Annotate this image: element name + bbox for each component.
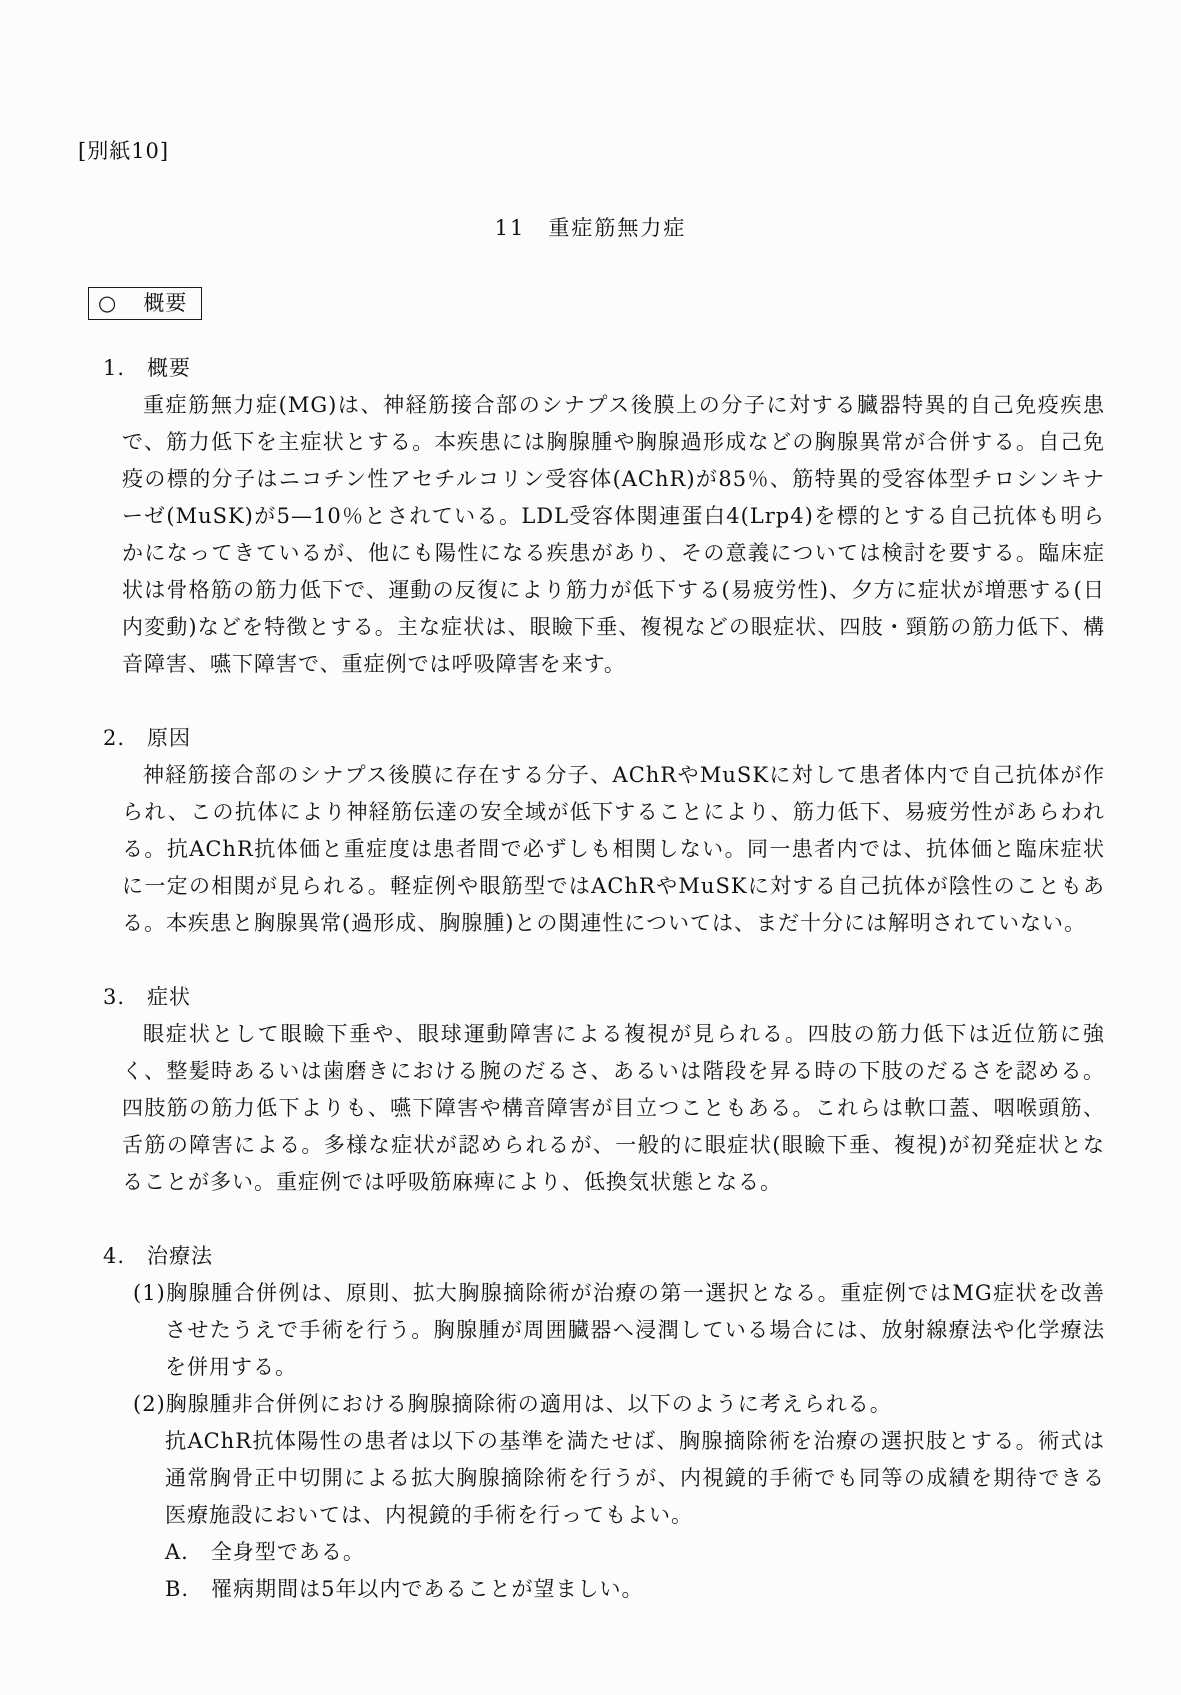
section-symptoms xyxy=(103,979,1105,1201)
section-overview xyxy=(103,350,1105,683)
treatment-item-1: (1)胸腺腫合併例は、原則、拡大胸腺摘除術が治療の第一選択となる。重症例ではMG症状を改善させたうえで手術を行う。胸腺腫が周囲臓器へ浸潤している場合には、放射線療法や化学療法を併用する。 xyxy=(133,1281,1105,1379)
section-heading-treatment: 4. 治療法 xyxy=(103,1244,214,1268)
section-treatment xyxy=(103,1238,1105,1608)
section-paragraph-overview: 重症筋無力症(MG)は、神経筋接合部のシナプス後膜上の分子に対する臓器特異的自己免疫疾患で、筋力低下を主症状とする。本疾患には胸腺腫や胸腺過形成などの胸腺異常が合併する。自己免疫の標的分子はニコチン性アセチルコリン受容体(AChR)が85％、筋特異的受容体型チロシンキナーゼ(MuSK)が5—10％とされている。LDL受容体関連蛋白4(Lrp4)を標的とする自己抗体も明らかになってきているが、他にも陽性になる疾患があり、その意義については検討を要する。臨床症状は骨格筋の筋力低下で、運動の反復により筋力が低下する(易疲労性)、夕方に症状が増悪する(日内変動)などを特徴とする。主な症状は、眼瞼下垂、複視などの眼症状、四肢・頸筋の筋力低下、構音障害、嚥下障害で、重症例では呼吸障害を来す。 xyxy=(122,393,1105,676)
criterion-a: A. 全身型である。 xyxy=(165,1540,365,1564)
section-heading-cause: 2. 原因 xyxy=(103,726,192,750)
overview-box-label: 概要 xyxy=(143,291,188,315)
circle-marker-icon: ○ xyxy=(98,291,118,315)
overview-box xyxy=(88,287,202,320)
section-heading-symptoms: 3. 症状 xyxy=(103,985,192,1009)
document-body xyxy=(103,350,1105,1608)
criterion-b: B. 罹病期間は5年以内であることが望ましい。 xyxy=(165,1577,644,1601)
treatment-item-2-detail: 抗AChR抗体陽性の患者は以下の基準を満たせば、胸腺摘除術を治療の選択肢とする。術式は通常胸骨正中切開による拡大胸腺摘除術を行うが、内視鏡的手術でも同等の成績を期待できる医療施設においては、内視鏡的手術を行ってもよい。 xyxy=(165,1429,1105,1527)
section-heading-overview: 1. 概要 xyxy=(103,356,192,380)
page-title: 11 重症筋無力症 xyxy=(494,216,687,240)
section-paragraph-cause: 神経筋接合部のシナプス後膜に存在する分子、AChRやMuSKに対して患者体内で自己抗体が作られ、この抗体により神経筋伝達の安全域が低下することにより、筋力低下、易疲労性があらわれる。抗AChR抗体価と重症度は患者間で必ずしも相関しない。同一患者内では、抗体価と臨床症状に一定の相関が見られる。軽症例や眼筋型ではAChRやMuSKに対する自己抗体が陰性のこともある。本疾患と胸腺異常(過形成、胸腺腫)との関連性については、まだ十分には解明されていない。 xyxy=(122,763,1105,935)
section-paragraph-symptoms: 眼症状として眼瞼下垂や、眼球運動障害による複視が見られる。四肢の筋力低下は近位筋に強く、整髪時あるいは歯磨きにおける腕のだるさ、あるいは階段を昇る時の下肢のだるさを認める。四肢筋の筋力低下よりも、嚥下障害や構音障害が目立つこともある。これらは軟口蓋、咽喉頭筋、舌筋の障害による。多様な症状が認められるが、一般的に眼症状(眼瞼下垂、複視)が初発症状となることが多い。重症例では呼吸筋麻痺により、低換気状態となる。 xyxy=(122,1022,1105,1194)
section-cause xyxy=(103,720,1105,942)
treatment-item-2: (2)胸腺腫非合併例における胸腺摘除術の適用は、以下のように考えられる。 xyxy=(133,1392,892,1416)
attachment-note: [別紙10] xyxy=(78,139,170,163)
